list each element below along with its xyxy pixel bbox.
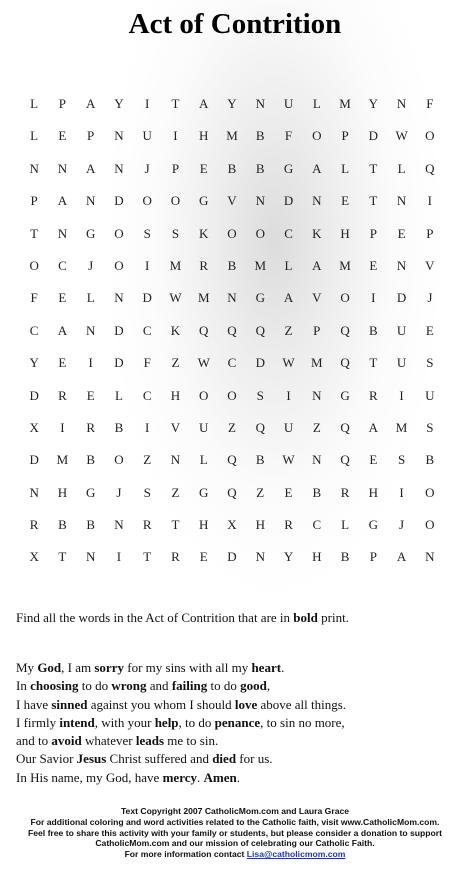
grid-letter: H	[255, 517, 265, 533]
grid-letter: D	[29, 452, 39, 468]
grid-letter: D	[368, 128, 379, 144]
footer-line: Text Copyright 2007 CatholicMom.com and Laura Grace	[120, 806, 350, 816]
grid-letter: T	[369, 193, 378, 209]
grid-letter: E	[199, 549, 208, 565]
grid-letter: Q	[255, 419, 265, 435]
grid-letter: H	[57, 484, 68, 500]
grid-letter: N	[312, 193, 322, 209]
text-run: , to sin no more,	[260, 714, 345, 730]
grid-letter: N	[396, 257, 407, 273]
grid-letter: X	[29, 419, 39, 435]
text-run: , to do	[178, 714, 215, 730]
grid-letter: C	[29, 322, 39, 338]
grid-letter: O	[114, 225, 124, 241]
bold-word: leads	[135, 733, 165, 749]
grid-letter: P	[369, 549, 377, 565]
prayer-text	[16, 659, 456, 787]
grid-letter: E	[369, 452, 378, 468]
grid-letter: I	[60, 419, 65, 435]
text-run: In His name, my God, have	[16, 769, 163, 785]
grid-letter: C	[142, 387, 152, 403]
contact-email-link[interactable]: Lisa@catholicmom.com	[246, 849, 346, 860]
grid-letter: F	[426, 96, 434, 111]
grid-letter: P	[369, 225, 377, 241]
grid-letter: G	[340, 387, 350, 403]
grid-letter: Y	[368, 96, 379, 111]
grid-letter: W	[197, 355, 210, 371]
bold-word: Amen	[203, 769, 237, 785]
grid-letter: U	[142, 128, 152, 144]
grid-letter: C	[227, 355, 237, 371]
grid-letter: U	[396, 322, 407, 338]
grid-letter: T	[171, 517, 180, 533]
grid-letter: O	[227, 387, 237, 403]
grid-letter: O	[114, 452, 124, 468]
grid-letter: L	[341, 160, 350, 176]
grid-letter: W	[395, 128, 408, 144]
grid-letter: B	[255, 128, 265, 144]
grid-letter: N	[396, 96, 407, 111]
grid-letter: N	[227, 290, 237, 306]
grid-letter: C	[284, 225, 293, 241]
grid-letter: Z	[312, 419, 321, 435]
grid-letter: N	[396, 193, 407, 209]
grid-letter: E	[425, 322, 434, 338]
grid-letter: C	[58, 257, 67, 273]
grid-letter: Q	[227, 322, 237, 338]
footer-line: CatholicMom.com and our mission of celebrating our Catholic Faith.	[95, 838, 375, 849]
grid-letter: R	[29, 517, 39, 533]
text-run: and	[146, 678, 172, 694]
grid-letter: A	[368, 419, 379, 435]
grid-letter: O	[255, 225, 265, 241]
bold-word: intend	[59, 714, 95, 730]
bold-word: sorry	[94, 660, 124, 675]
grid-letter: Z	[256, 484, 265, 500]
prayer-line	[16, 732, 456, 750]
grid-letter: J	[399, 517, 405, 533]
grid-letter: A	[312, 160, 322, 176]
text-run: above all things.	[257, 696, 347, 712]
grid-letter: N	[255, 193, 265, 209]
grid-letter: L	[341, 517, 350, 533]
grid-letter: S	[397, 452, 406, 468]
grid-letter: D	[114, 355, 124, 371]
text-run: print.	[317, 610, 349, 625]
grid-letter: I	[399, 484, 404, 500]
grid-letter: P	[58, 96, 67, 111]
prayer-line	[16, 750, 456, 768]
grid-letter: X	[227, 517, 237, 533]
grid-letter: H	[170, 387, 181, 403]
grid-letter: J	[144, 160, 150, 176]
grid-letter: Z	[284, 322, 293, 338]
grid-letter: D	[227, 549, 237, 565]
footer-line: Feel free to share this activity with your family or students, but please consider a donation to support	[27, 827, 442, 838]
grid-letter: H	[312, 549, 322, 565]
grid-letter: F	[284, 128, 293, 144]
grid-letter: Y	[29, 355, 39, 371]
grid-letter: B	[114, 419, 124, 435]
grid-letter: P	[171, 160, 180, 176]
grid-letter: K	[312, 225, 322, 241]
grid-letter: M	[169, 257, 182, 273]
prayer-line	[16, 714, 456, 732]
grid-letter: G	[85, 225, 96, 241]
text-run: me to sin.	[164, 733, 219, 749]
grid-letter: V	[227, 193, 237, 209]
grid-letter: Q	[227, 484, 237, 500]
grid-letter: P	[30, 193, 38, 209]
grid-letter: N	[312, 387, 322, 403]
text-run: against you whom I should	[87, 696, 235, 712]
grid-letter: D	[114, 193, 124, 209]
grid-letter: R	[199, 257, 209, 273]
grid-letter: A	[199, 96, 209, 111]
grid-letter: Y	[227, 96, 237, 111]
bold-word: penance	[214, 714, 261, 730]
grid-letter: B	[425, 452, 435, 468]
grid-letter: R	[368, 387, 378, 403]
grid-letter: C	[312, 517, 322, 533]
grid-letter: P	[426, 225, 434, 241]
grid-letter: U	[199, 419, 209, 435]
grid-letter: Q	[340, 355, 350, 371]
grid-letter: Y	[114, 96, 124, 111]
grid-letter: J	[116, 484, 122, 500]
grid-letter: B	[227, 160, 237, 176]
prayer-line	[16, 659, 456, 677]
grid-letter: F	[30, 290, 38, 306]
grid-letter: R	[284, 517, 293, 533]
prayer-line	[16, 677, 456, 695]
bold-word: help	[154, 714, 179, 730]
grid-letter: O	[170, 193, 181, 209]
grid-letter: I	[145, 419, 150, 435]
text-run: , I am	[61, 660, 95, 675]
grid-letter: I	[173, 128, 178, 144]
grid-letter: B	[86, 517, 95, 533]
grid-letter: B	[86, 452, 95, 468]
bold-word: avoid	[51, 733, 82, 749]
grid-letter: I	[145, 257, 150, 273]
grid-letter: K	[170, 322, 181, 338]
grid-letter: Z	[143, 452, 152, 468]
text-run: Our Savior	[16, 751, 77, 767]
grid-letter: I	[399, 387, 404, 403]
text-run: and to	[16, 733, 52, 749]
grid-letter: Q	[340, 419, 350, 435]
grid-letter: A	[57, 322, 68, 338]
grid-letter: N	[255, 549, 265, 565]
grid-letter: J	[88, 257, 94, 273]
footer	[0, 806, 470, 860]
grid-letter: O	[312, 128, 322, 144]
grid-letter: G	[85, 484, 96, 500]
grid-letter: B	[255, 452, 265, 468]
prayer-line	[16, 696, 456, 714]
grid-letter: Z	[228, 419, 236, 435]
grid-letter: W	[282, 452, 295, 468]
grid-letter: E	[58, 355, 67, 371]
bold-word: failing	[171, 678, 208, 694]
grid-letter: M	[197, 290, 210, 306]
grid-letter: U	[283, 419, 294, 435]
grid-letter: I	[88, 355, 93, 371]
grid-letter: L	[30, 128, 39, 144]
grid-letter: J	[427, 290, 433, 306]
prayer-line	[16, 769, 456, 787]
grid-letter: D	[396, 290, 407, 306]
grid-letter: D	[29, 387, 39, 403]
text-run: Find all the words in the Act of Contrition that are in	[16, 610, 294, 625]
grid-letter: R	[142, 517, 152, 533]
grid-letter: N	[29, 484, 39, 500]
grid-letter: D	[255, 355, 265, 371]
grid-letter: T	[171, 96, 180, 111]
grid-letter: P	[341, 128, 349, 144]
grid-letter: A	[85, 96, 96, 111]
grid-letter: Q	[425, 160, 435, 176]
grid-letter: I	[286, 387, 291, 403]
grid-letter: T	[143, 549, 152, 565]
grid-letter: N	[114, 128, 124, 144]
grid-letter: E	[86, 387, 95, 403]
grid-letter: U	[396, 355, 407, 371]
grid-letter: S	[426, 419, 434, 435]
text-run: .	[281, 660, 285, 675]
grid-letter: B	[227, 257, 237, 273]
grid-letter: E	[397, 225, 406, 241]
grid-letter: I	[116, 549, 122, 565]
bold-word: sinned	[51, 696, 88, 712]
grid-letter: U	[283, 96, 294, 111]
grid-letter: E	[341, 193, 350, 209]
text-run: I firmly	[16, 714, 60, 730]
grid-letter: I	[427, 193, 433, 209]
grid-letter: G	[199, 484, 209, 500]
text-run: , with your	[94, 714, 155, 730]
grid-letter: V	[425, 257, 435, 273]
grid-letter: E	[58, 290, 67, 306]
grid-letter: G	[368, 517, 379, 533]
grid-letter: N	[425, 549, 435, 565]
grid-letter: M	[254, 257, 267, 273]
bold-word: wrong	[111, 678, 147, 694]
grid-letter: T	[58, 549, 67, 565]
grid-letter: N	[114, 160, 124, 176]
grid-letter: U	[425, 387, 435, 403]
grid-letter: G	[255, 290, 265, 306]
grid-letter: O	[142, 193, 152, 209]
page-title: Act of Contrition	[128, 8, 342, 40]
grid-letter: S	[143, 484, 151, 500]
grid-letter: G	[283, 160, 294, 176]
grid-letter: N	[57, 160, 68, 176]
grid-letter: Q	[340, 322, 350, 338]
grid-letter: R	[58, 387, 67, 403]
grid-letter: C	[142, 322, 152, 338]
grid-letter: E	[58, 128, 67, 144]
grid-letter: O	[227, 225, 237, 241]
grid-letter: N	[85, 193, 96, 209]
grid-letter: Q	[199, 322, 209, 338]
footer-line: For additional coloring and word activities related to the Catholic faith, visit www.CatholicMom.com.	[30, 816, 440, 827]
grid-letter: B	[312, 484, 322, 500]
bold-word: choosing	[30, 678, 79, 694]
grid-letter: R	[86, 419, 95, 435]
grid-letter: V	[312, 290, 322, 306]
grid-letter: L	[114, 387, 123, 403]
text-run: My	[16, 660, 38, 675]
grid-letter: S	[171, 225, 180, 241]
grid-letter: H	[340, 225, 350, 241]
grid-letter: B	[368, 322, 378, 338]
grid-letter: P	[87, 128, 95, 144]
grid-letter: M	[56, 452, 69, 468]
text-run: .	[236, 769, 240, 785]
text-run: Christ suffered and	[106, 751, 213, 767]
grid-letter: I	[371, 290, 376, 306]
text-run: for us.	[236, 751, 273, 767]
grid-letter: O	[114, 257, 124, 273]
text-run: to do	[78, 678, 112, 694]
grid-letter: N	[170, 452, 181, 468]
grid-letter: N	[57, 225, 68, 241]
grid-letter: A	[396, 549, 407, 565]
grid-letter: O	[425, 484, 435, 500]
grid-letter: N	[29, 160, 39, 176]
bold-word: good	[240, 678, 267, 694]
text-run: whatever	[81, 733, 136, 749]
text-run: to do	[207, 678, 241, 694]
grid-letter: R	[171, 549, 180, 565]
grid-letter: O	[199, 387, 209, 403]
grid-letter: L	[86, 290, 95, 306]
grid-letter: L	[312, 96, 321, 111]
grid-letter: W	[169, 290, 182, 306]
grid-letter: M	[339, 257, 351, 273]
text-run: I have	[16, 696, 52, 712]
grid-letter: A	[85, 160, 96, 176]
grid-letter: E	[284, 484, 293, 500]
footer-contact	[0, 849, 470, 860]
grid-letter: L	[30, 96, 39, 111]
grid-letter: N	[114, 517, 124, 533]
grid-letter: G	[199, 193, 209, 209]
grid-letter: O	[425, 128, 435, 144]
bold-word: heart	[251, 660, 282, 675]
grid-letter: M	[226, 128, 238, 144]
grid-letter: D	[142, 290, 152, 306]
grid-letter: N	[255, 96, 265, 111]
grid-letter: T	[30, 225, 39, 241]
grid-letter: R	[340, 484, 350, 500]
bold-word: Jesus	[76, 751, 107, 767]
grid-letter: O	[29, 257, 39, 273]
grid-letter: S	[143, 225, 151, 241]
grid-letter: Q	[255, 322, 265, 338]
grid-letter: Z	[171, 484, 180, 500]
grid-letter: L	[199, 452, 208, 468]
grid-letter: A	[312, 257, 322, 273]
grid-letter: D	[283, 193, 294, 209]
grid-letter: V	[170, 419, 181, 435]
word-search-grid	[20, 88, 444, 574]
grid-letter: H	[368, 484, 379, 500]
bold-word: mercy	[162, 769, 197, 785]
grid-letter: E	[369, 257, 378, 273]
grid-letter: E	[199, 160, 208, 176]
grid-letter: B	[255, 160, 265, 176]
grid-letter: D	[114, 322, 124, 338]
grid-letter: Q	[227, 452, 237, 468]
grid-letter: M	[311, 355, 323, 371]
grid-letter: S	[426, 355, 434, 371]
grid-letter: A	[57, 193, 68, 209]
bold-word: God	[37, 660, 62, 675]
grid-letter: O	[425, 517, 435, 533]
grid-letter: L	[397, 160, 406, 176]
grid-letter: N	[312, 452, 322, 468]
grid-letter: Y	[283, 549, 294, 565]
instructions	[16, 610, 456, 626]
grid-letter: S	[256, 387, 264, 403]
grid-letter: A	[283, 290, 294, 306]
text-run: In	[16, 678, 31, 694]
grid-letter: B	[340, 549, 350, 565]
grid-letter: M	[339, 96, 351, 111]
grid-letter: O	[340, 290, 350, 306]
contact-label: For more information contact	[124, 849, 247, 860]
bold-word: died	[212, 751, 237, 767]
grid-letter: K	[199, 225, 209, 241]
grid-letter: T	[369, 160, 378, 176]
grid-letter: I	[145, 96, 150, 111]
grid-letter: N	[85, 322, 96, 338]
text-run: ,	[266, 678, 271, 694]
grid-letter: W	[282, 355, 295, 371]
text-run: .	[197, 769, 204, 785]
grid-letter: X	[29, 549, 39, 565]
grid-letter: H	[199, 517, 209, 533]
grid-letter: P	[313, 322, 321, 338]
grid-letter: F	[143, 355, 151, 371]
grid-letter: L	[284, 257, 293, 273]
grid-letter: B	[58, 517, 67, 533]
grid-letter: N	[85, 549, 96, 565]
grid-letter: N	[114, 290, 124, 306]
grid-letter: Z	[171, 355, 180, 371]
bold-word: love	[234, 696, 258, 712]
grid-letter: H	[199, 128, 209, 144]
text-run: for my sins with all my	[123, 660, 252, 675]
grid-letter: M	[395, 419, 408, 435]
grid-letter: T	[369, 355, 378, 371]
grid-letter: Q	[340, 452, 350, 468]
bold-word: bold	[293, 610, 318, 625]
